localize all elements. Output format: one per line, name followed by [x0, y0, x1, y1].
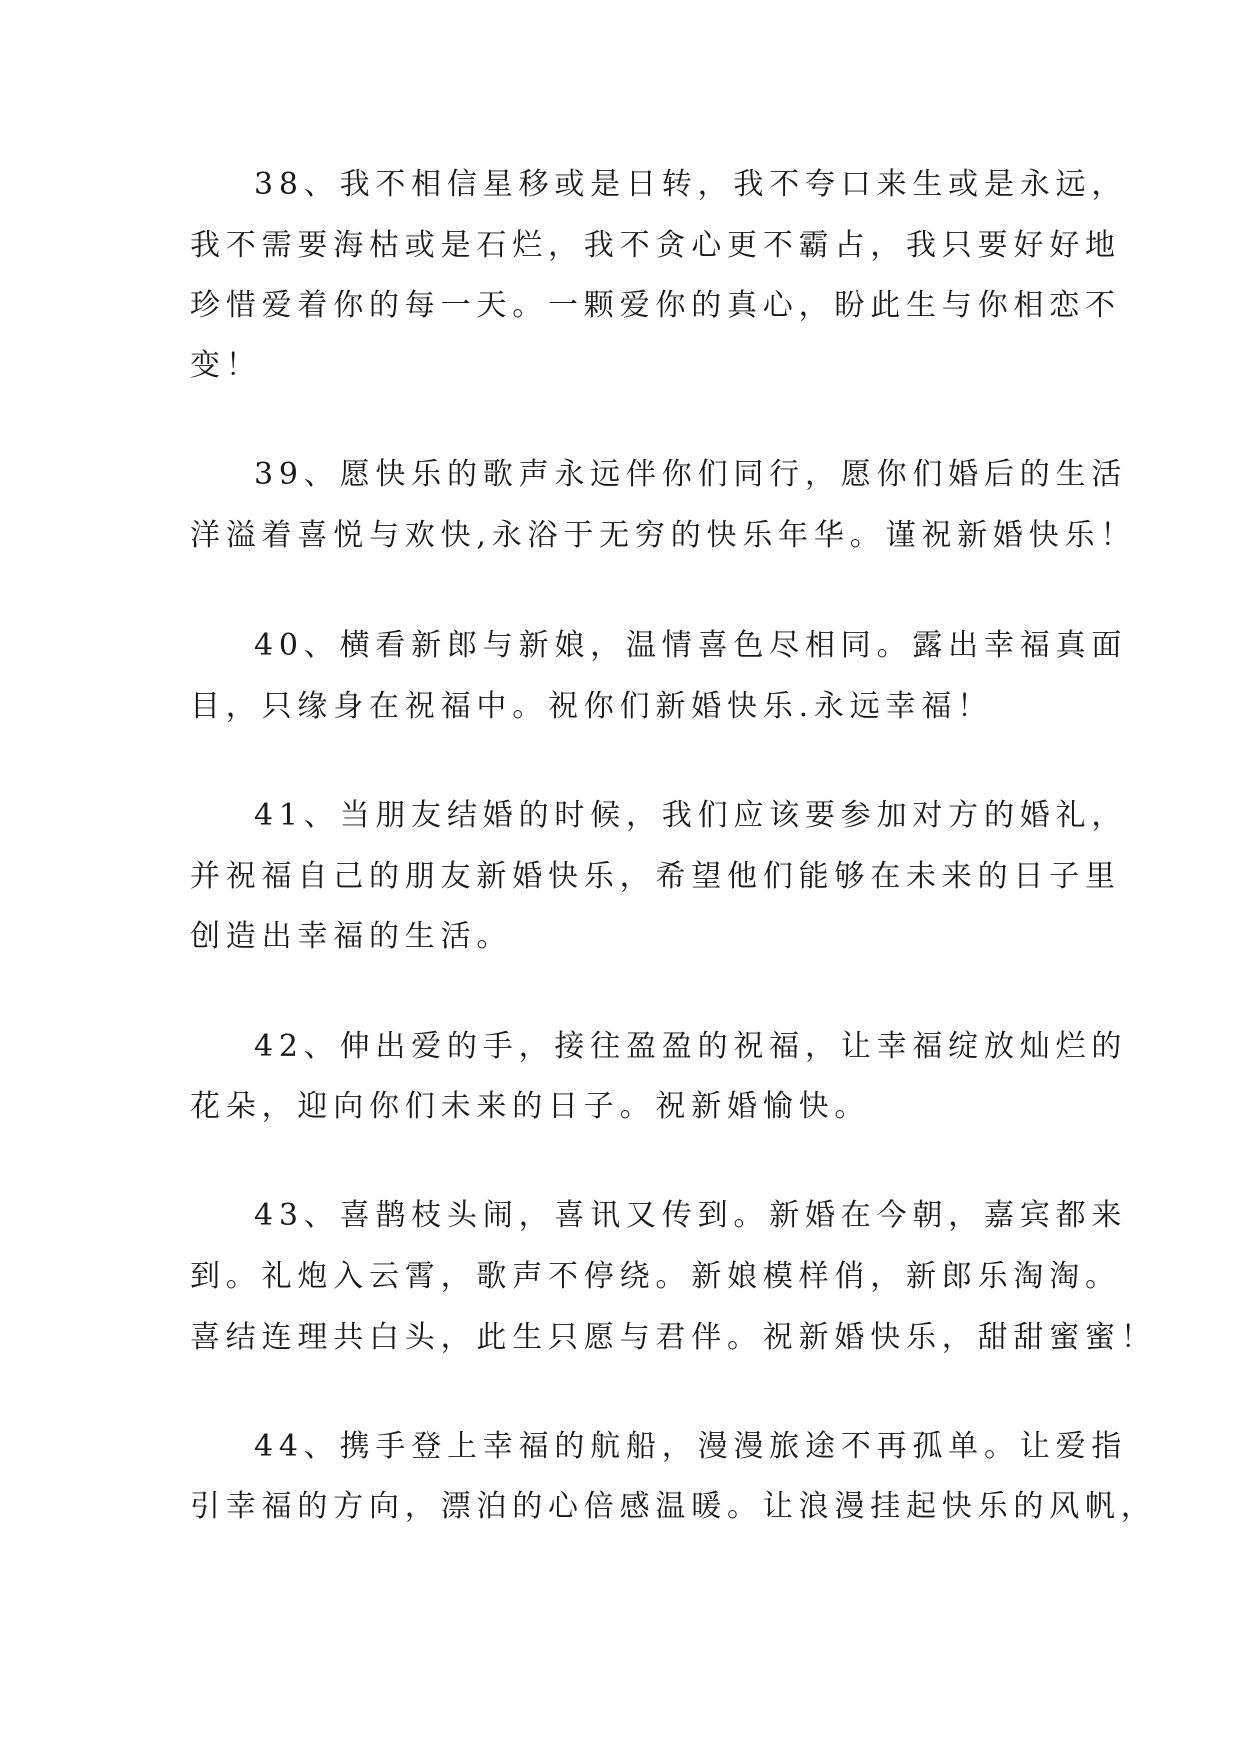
paragraph-39-line-1: 39、愿快乐的歌声永远伴你们同行，愿你们婚后的生活: [254, 457, 1128, 492]
paragraph-38-line-3: 珍惜爱着你的每一天。一颗爱你的真心，盼此生与你相恋不: [190, 288, 1121, 323]
paragraph-44-line-1: 44、携手登上幸福的航船，漫漫旅途不再孤单。让爱指: [254, 1429, 1128, 1464]
paragraph-38-line-4: 变！: [190, 348, 262, 383]
paragraph-44-line-2: 引幸福的方向，漂泊的心倍感温暖。让浪漫挂起快乐的风帆，: [190, 1489, 1157, 1524]
paragraph-38-line-1: 38、我不相信星移或是日转，我不夸口来生或是永远，: [254, 167, 1128, 202]
paragraph-40-line-2: 目，只缘身在祝福中。祝你们新婚快乐.永远幸福！: [190, 689, 993, 724]
paragraph-40-line-1: 40、横看新郎与新娘，温情喜色尽相同。露出幸福真面: [254, 628, 1128, 663]
paragraph-41-line-3: 创造出幸福的生活。: [190, 919, 513, 954]
paragraph-41-line-2: 并祝福自己的朋友新婚快乐，希望他们能够在未来的日子里: [190, 859, 1121, 894]
paragraph-42-line-1: 42、伸出爱的手，接往盈盈的祝福，让幸福绽放灿烂的: [254, 1029, 1128, 1064]
paragraph-43-line-1: 43、喜鹊枝头闹，喜讯又传到。新婚在今朝，嘉宾都来: [254, 1198, 1128, 1233]
paragraph-39-line-2: 洋溢着喜悦与欢快,永浴于无穷的快乐年华。谨祝新婚快乐！: [190, 518, 1137, 553]
paragraph-43-line-3: 喜结连理共白头，此生只愿与君伴。祝新婚快乐，甜甜蜜蜜！: [190, 1320, 1157, 1355]
paragraph-41-line-1: 41、当朋友结婚的时候，我们应该要参加对方的婚礼，: [254, 798, 1128, 833]
paragraph-42-line-2: 花朵，迎向你们未来的日子。祝新婚愉快。: [190, 1089, 871, 1124]
paragraph-43-line-2: 到。礼炮入云霄，歌声不停绕。新娘模样俏，新郎乐淘淘。: [190, 1259, 1121, 1294]
paragraph-38-line-2: 我不需要海枯或是石烂，我不贪心更不霸占，我只要好好地: [190, 228, 1121, 263]
